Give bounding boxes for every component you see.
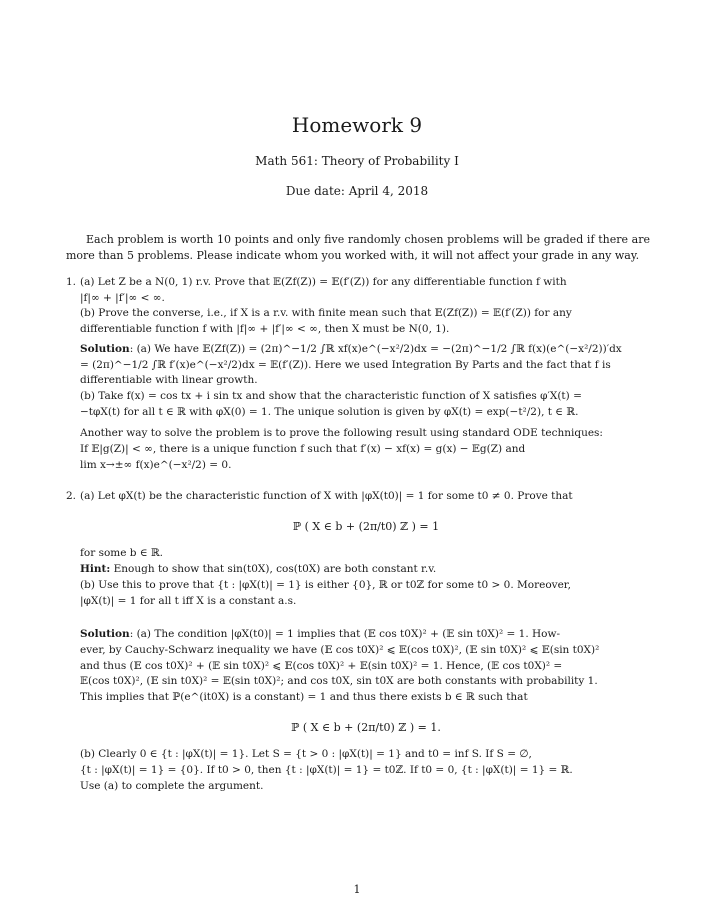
page-number: 1: [353, 883, 361, 896]
solution-text: : (a) The condition |φX(t0)| = 1 implies that (𝔼 cos t0X)² + (𝔼 sin t0X)² = 1. How-: [129, 628, 561, 641]
hint-label: Hint:: [80, 563, 111, 576]
solution-line: [80, 342, 652, 358]
solution-label: Solution: [80, 628, 130, 641]
display-equation: ℙ ( X ∈ b + (2π/t0) ℤ ) = 1: [292, 519, 440, 533]
solution-line: 𝔼(cos t0X)², (𝔼 sin t0X)² = 𝔼(sin t0X)²; and cos t0X, sin t0X are both constants with probability 1.: [80, 675, 598, 688]
solution-line: (b) Clearly 0 ∈ {t : |φX(t)| = 1}. Let S = {t > 0 : |φX(t)| = 1} and t0 = inf S. If S = ∅,: [80, 748, 532, 761]
solution-line: differentiable with linear growth.: [80, 374, 258, 387]
display-equation: ℙ ( X ∈ b + (2π/t0) ℤ ) = 1.: [291, 720, 441, 734]
problem-text-line: |φX(t)| = 1 for all t iff X is a constant a.s.: [80, 594, 297, 607]
hint-text: Enough to show that sin(t0X), cos(t0X) are both constant r.v.: [110, 563, 437, 576]
problem-1: [66, 275, 652, 473]
solution-line: ever, by Cauchy-Schwarz inequality we have (𝔼 cos t0X)² ⩽ 𝔼(cos t0X)², (𝔼 sin t0X)² ⩽ 𝔼(sin t0X)²: [80, 643, 600, 656]
page-title: Homework 9: [291, 113, 423, 137]
solution-line: [80, 627, 652, 643]
problem-text-line: (a) Let Z be a N(0, 1) r.v. Prove that 𝔼(Zf(Z)) = 𝔼(f′(Z)) for any differentiable function f with: [80, 276, 567, 288]
problem-number: 1.: [66, 276, 77, 288]
solution-line: {t : |φX(t)| = 1} = {0}. If t0 > 0, then {t : |φX(t)| = 1} = t0ℤ. If t0 = 0, {t : |φX(t)| = 1} = ℝ.: [80, 764, 573, 777]
problem-text-line: for some b ∈ ℝ.: [80, 547, 164, 560]
problem-text-line: (a) Let φX(t) be the characteristic function of X with |φX(t0)| = 1 for some t0 ≠ 0. Prove that: [80, 490, 573, 502]
solution-label: Solution: [80, 342, 130, 355]
solution-line: and thus (𝔼 cos t0X)² + (𝔼 sin t0X)² ⩽ 𝔼(cos t0X)² + 𝔼(sin t0X)² = 1. Hence, (𝔼 cos t0X)² =: [80, 659, 563, 672]
problem-text-line: differentiable function f with |f|∞ + |f′|∞ < ∞, then X must be N(0, 1).: [80, 323, 450, 336]
intro-paragraph: Each problem is worth 10 points and only five randomly chosen problems will be graded if there are more than 5 problems. Please indicate whom you worked with, it will not affect your grade in any way.: [66, 233, 650, 262]
problem-text-line: |f|∞ + |f′|∞ < ∞.: [80, 291, 165, 304]
remark-line: If 𝔼|g(Z)| < ∞, there is a unique function f such that f′(x) − xf(x) = g(x) − 𝔼g(Z) and: [80, 443, 526, 456]
problem-text-line: (b) Prove the converse, i.e., if X is a r.v. with finite mean such that 𝔼(Zf(Z)) = 𝔼(f′(Z)) for any: [80, 307, 572, 320]
solution-line: −tφX(t) for all t ∈ ℝ with φX(0) = 1. The unique solution is given by φX(t) = exp(−t²/2), t ∈ ℝ.: [80, 405, 579, 418]
problem-number: 2.: [66, 490, 77, 502]
due-date: Due date: April 4, 2018: [285, 184, 429, 198]
solution-line: (b) Take f(x) = cos tx + i sin tx and show that the characteristic function of X satisfies φ′X(t) =: [80, 389, 582, 402]
course-name: Math 561: Theory of Probability I: [255, 154, 459, 168]
solution-line: Use (a) to complete the argument.: [80, 779, 264, 792]
solution-text: : (a) We have 𝔼(Zf(Z)) = (2π)^−1/2 ∫ℝ xf(x)e^(−x²/2)dx = −(2π)^−1/2 ∫ℝ f(x)(e^(−x²/2))′dx: [129, 342, 622, 355]
remark-line: Another way to solve the problem is to prove the following result using standard ODE techniques:: [80, 427, 603, 440]
solution-line: This implies that ℙ(e^(it0X) is a constant) = 1 and thus there exists b ∈ ℝ such that: [80, 691, 528, 704]
problem-text-line: (b) Use this to prove that {t : |φX(t)| = 1} is either {0}, ℝ or t0ℤ for some t0 > 0. Moreover,: [80, 578, 571, 591]
hint-line: [80, 562, 652, 578]
remark-line: lim x→±∞ f(x)e^(−x²/2) = 0.: [80, 458, 232, 471]
problem-2: [66, 489, 652, 795]
solution-line: = (2π)^−1/2 ∫ℝ f′(x)e^(−x²/2)dx = 𝔼(f′(Z)). Here we used Integration By Parts and the fact that f is: [80, 358, 611, 371]
